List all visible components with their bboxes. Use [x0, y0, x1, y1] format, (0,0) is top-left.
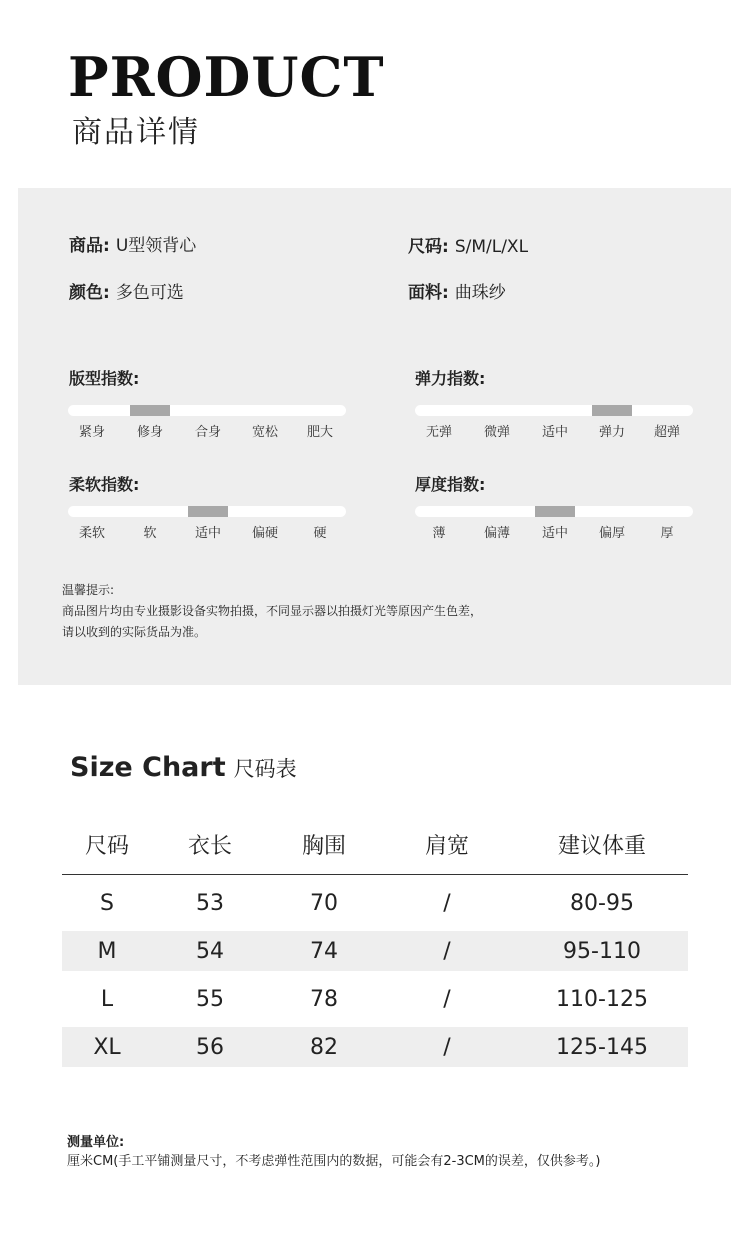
- softness-index-title: 柔软指数:: [69, 475, 140, 494]
- thickness-index-labels: [415, 522, 693, 540]
- elasticity-index-track: [415, 405, 693, 416]
- table-cell: 54: [196, 938, 224, 964]
- fit-index-track: [68, 405, 346, 416]
- thickness-label: 适中: [541, 526, 568, 541]
- attr-size-key: 尺码:: [408, 237, 449, 257]
- measurement-note-text: 厘米CM(手工平铺测量尺寸，不考虑弹性范围内的数据，可能会有2-3CM的误差，仅供参考。): [67, 1154, 601, 1169]
- header-cell-length: 衣长: [187, 834, 232, 859]
- fit-label: 修身: [136, 425, 163, 440]
- fit-label: 紧身: [78, 425, 105, 440]
- fit-index-labels: [68, 421, 346, 439]
- table-row: [62, 979, 688, 1019]
- attr-color-value: 多色可选: [115, 283, 184, 303]
- notice-title: 温馨提示:: [62, 583, 115, 597]
- size-chart-title-cn: 尺码表: [233, 757, 297, 781]
- thickness-label: 偏厚: [598, 526, 625, 541]
- table-cell: 55: [196, 986, 224, 1012]
- table-cell: 78: [310, 986, 338, 1012]
- softness-label: 适中: [194, 526, 221, 541]
- measurement-note-title: 测量单位:: [67, 1135, 125, 1150]
- thickness-label: 薄: [432, 526, 446, 541]
- thickness-index-title: 厚度指数:: [415, 475, 486, 494]
- table-row: [62, 883, 688, 923]
- table-cell: /: [443, 890, 451, 916]
- attr-size-value: S/M/L/XL: [454, 237, 529, 257]
- fit-label: 合身: [194, 425, 221, 440]
- softness-label: 偏硬: [251, 526, 278, 541]
- attr-size: [408, 232, 528, 257]
- notice-line-1: 商品图片均由专业摄影设备实物拍摄，不同显示器以拍摄灯光等原因产生色差，: [62, 604, 483, 618]
- table-row: [62, 931, 688, 971]
- size-chart-title-en: Size Chart: [70, 752, 226, 783]
- elasticity-label: 微弹: [483, 425, 510, 440]
- size-table-body: [62, 883, 688, 1067]
- size-table-header: [62, 815, 688, 875]
- elasticity-label: 弹力: [598, 425, 625, 440]
- table-row: [62, 1027, 688, 1067]
- table-cell: 53: [196, 890, 224, 916]
- table-cell: XL: [93, 1034, 121, 1060]
- attr-color: [69, 278, 184, 303]
- softness-label: 柔软: [78, 526, 105, 541]
- softness-index-labels: [68, 522, 346, 540]
- table-cell: 56: [196, 1034, 224, 1060]
- size-table: [62, 815, 688, 1067]
- softness-index-marker: [188, 506, 228, 517]
- header-cell-shoulder: 肩宽: [424, 834, 469, 859]
- fit-index-marker: [130, 405, 170, 416]
- notice-line-2: 请以收到的实际货品为准。: [62, 625, 207, 639]
- table-cell: 70: [310, 890, 338, 916]
- thickness-label: 偏薄: [483, 526, 510, 541]
- table-cell: 82: [310, 1034, 338, 1060]
- page-title-cn: 商品详情: [72, 115, 200, 150]
- table-cell: /: [443, 986, 451, 1012]
- elasticity-index-marker: [592, 405, 632, 416]
- header-cell-bust: 胸围: [301, 834, 346, 859]
- attr-color-key: 颜色:: [69, 283, 110, 303]
- thickness-label: 厚: [660, 526, 674, 541]
- attr-product: [69, 231, 196, 256]
- attr-fabric: [408, 278, 506, 303]
- elasticity-label: 适中: [541, 425, 568, 440]
- table-cell: 95-110: [563, 938, 641, 964]
- thickness-index-marker: [535, 506, 575, 517]
- notice: [62, 580, 482, 643]
- table-cell: /: [443, 938, 451, 964]
- table-cell: S: [100, 890, 114, 916]
- fit-index-title: 版型指数:: [69, 369, 140, 388]
- softness-label: 软: [143, 526, 157, 541]
- thickness-index-track: [415, 506, 693, 517]
- table-cell: 74: [310, 938, 338, 964]
- attr-product-value: U型领背心: [115, 236, 197, 256]
- elasticity-label: 无弹: [425, 425, 452, 440]
- table-cell: L: [100, 986, 114, 1012]
- page-title-en: PRODUCT: [68, 45, 385, 109]
- elasticity-index-labels: [415, 421, 693, 439]
- softness-label: 硬: [313, 526, 327, 541]
- attr-product-key: 商品:: [69, 236, 110, 256]
- fit-label: 宽松: [251, 425, 278, 440]
- elasticity-index-title: 弹力指数:: [415, 369, 486, 388]
- measurement-note: [67, 1133, 600, 1171]
- table-cell: /: [443, 1034, 451, 1060]
- header-cell-size: 尺码: [84, 834, 129, 859]
- table-cell: M: [97, 938, 117, 964]
- size-chart-title: [70, 752, 297, 783]
- fit-label: 肥大: [306, 425, 333, 440]
- softness-index-track: [68, 506, 346, 517]
- table-cell: 110-125: [556, 986, 648, 1012]
- elasticity-label: 超弹: [653, 425, 680, 440]
- table-cell: 125-145: [556, 1034, 648, 1060]
- table-cell: 80-95: [570, 890, 634, 916]
- header-cell-weight: 建议体重: [557, 834, 646, 859]
- attr-fabric-key: 面料:: [408, 283, 449, 303]
- attr-fabric-value: 曲珠纱: [454, 283, 506, 303]
